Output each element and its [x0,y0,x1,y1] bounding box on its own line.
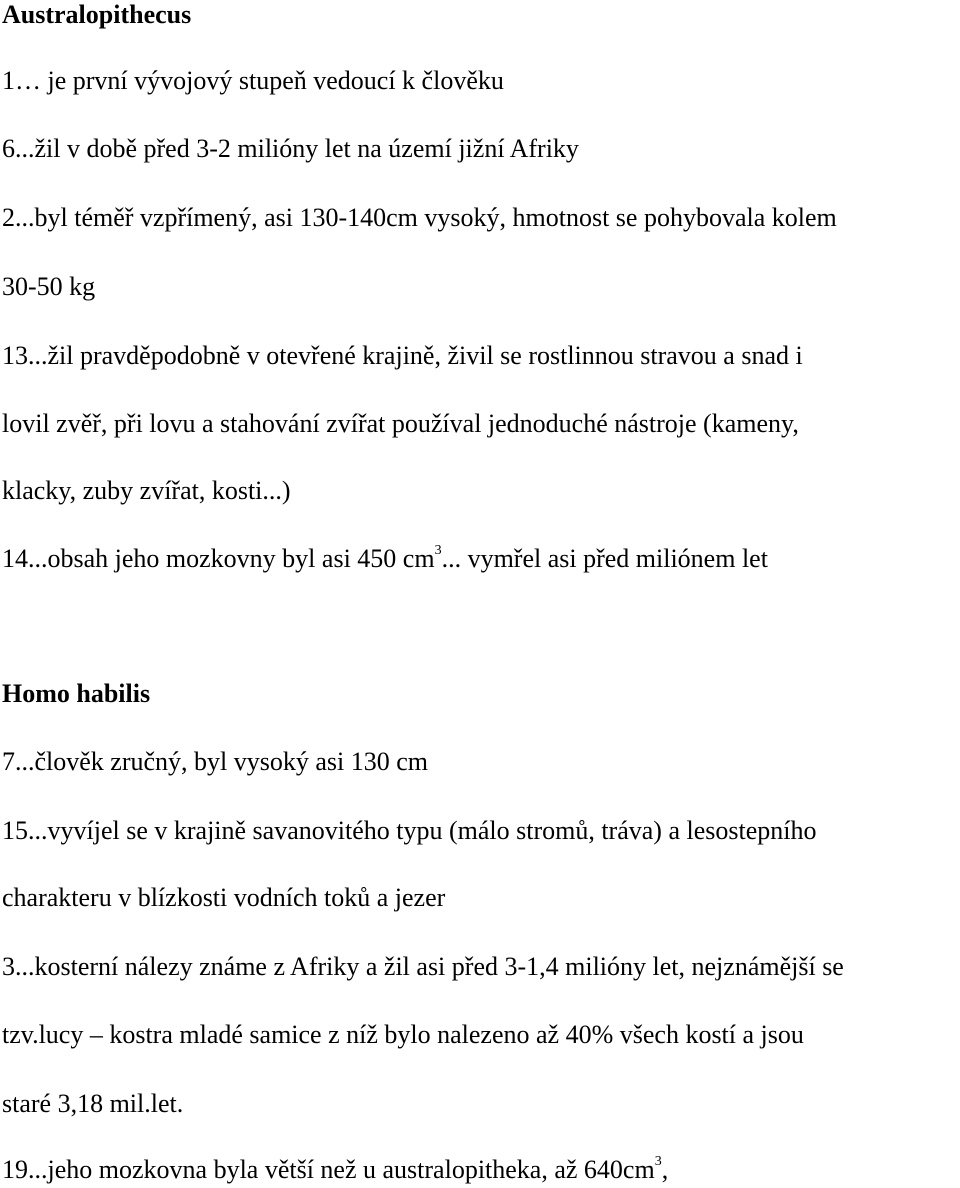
text-line: 1… je první vývojový stupeň vedoucí k člověku [2,66,504,95]
text-line-brain-volume [2,1155,668,1185]
text-line-brain-volume [2,544,768,574]
text-line: 7...člověk zručný, byl vysoký asi 130 cm [2,747,429,776]
text-line: klacky, zuby zvířat, kosti...) [2,476,291,505]
text-line: 13...žil pravděpodobně v otevřené krajině, živil se rostlinnou stravou a snad i [2,341,803,370]
heading-australopithecus: Australopithecus [2,0,192,29]
text-fragment: ... vymřel asi před miliónem let [441,544,768,573]
heading-homo-habilis: Homo habilis [2,679,151,708]
text-line: 6...žil v době před 3-2 milióny let na území jižní Afriky [2,134,579,163]
text-line: charakteru v blízkosti vodních toků a jezer [2,883,446,912]
superscript: 3 [434,543,442,559]
text-line: 30-50 kg [2,272,96,301]
text-fragment: 19...jeho mozkovna byla větší než u australopitheka, až 640cm [2,1155,655,1184]
text-line: tzv.lucy – kostra mladé samice z níž bylo nalezeno až 40% všech kostí a jsou [2,1020,804,1049]
text-line: 15...vyvíjel se v krajině savanovitého typu (málo stromů, tráva) a lesostepního [2,816,817,845]
text-line: 3...kosterní nálezy známe z Afriky a žil asi před 3-1,4 milióny let, nejznámější se [2,952,844,981]
text-line: staré 3,18 mil.let. [2,1089,184,1118]
text-line: 2...byl téměř vzpřímený, asi 130-140cm vysoký, hmotnost se pohybovala kolem [2,203,837,232]
text-fragment: , [661,1155,669,1184]
text-fragment: 14...obsah jeho mozkovny byl asi 450 cm [2,544,435,573]
superscript: 3 [654,1154,662,1170]
text-line: lovil zvěř, při lovu a stahování zvířat používal jednoduché nástroje (kameny, [2,409,799,438]
